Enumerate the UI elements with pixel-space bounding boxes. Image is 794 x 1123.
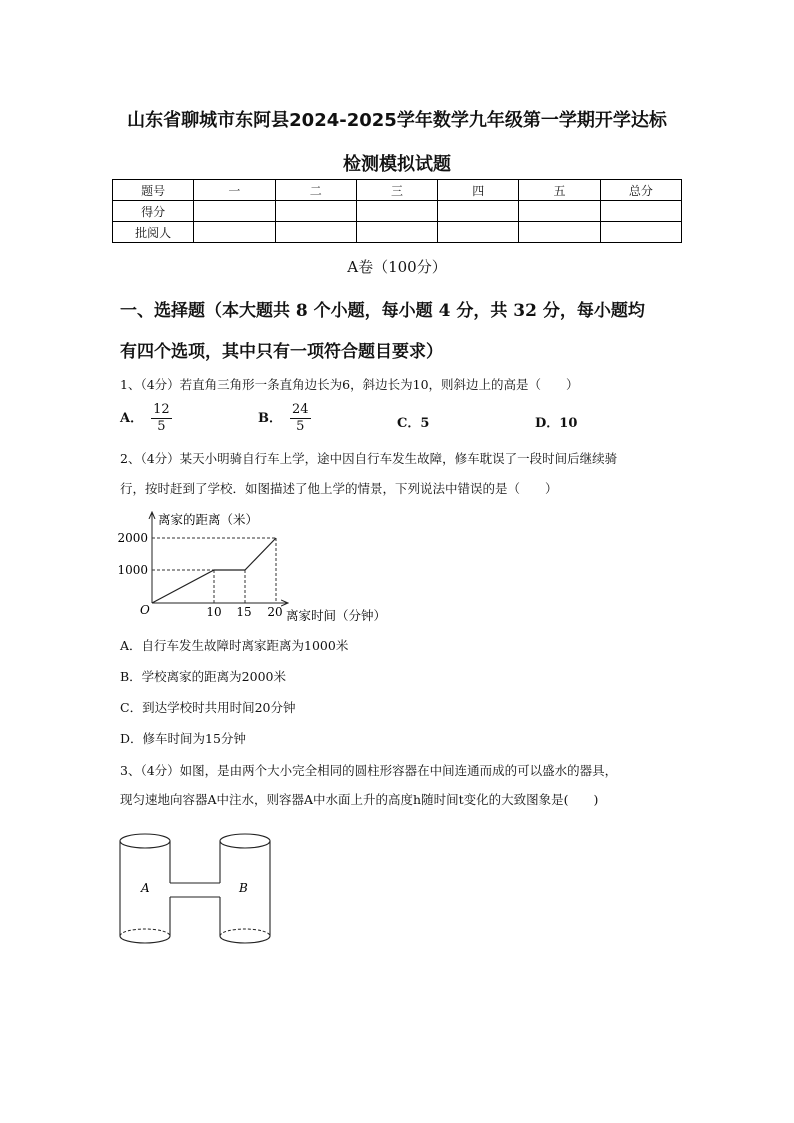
fraction [290,402,311,435]
table-header-cell: 题号 [113,180,194,201]
y-tick-label: 1000 [117,563,148,577]
connected-containers-figure [115,828,275,953]
x-tick-label: 20 [267,605,283,619]
q1-option-b[interactable] [258,402,311,435]
question-2-stem-line-1: 2、（4分）某天小明骑自行车上学，途中因自行车发生故障，修车耽误了一段时间后继续骑 [120,451,618,466]
score-cell[interactable] [519,222,600,243]
x-axis-label: 离家时间（分钟） [286,608,387,623]
table-header-cell: 四 [438,180,519,201]
fraction-denominator: 5 [296,419,305,434]
y-axis-label: 离家的距离（米） [158,512,259,527]
fraction-denominator: 5 [157,419,166,434]
container-a-bottom-front [120,936,170,943]
score-cell[interactable] [519,201,600,222]
q2-option-d[interactable]: D．修车时间为15分钟 [120,731,246,746]
table-header-cell: 一 [194,180,275,201]
distance-line [152,538,276,603]
row-label: 得分 [113,201,194,222]
container-a-bottom-back [120,929,170,936]
score-cell[interactable] [356,201,437,222]
score-cell[interactable] [600,222,681,243]
score-cell[interactable] [356,222,437,243]
option-label: A． [120,411,144,426]
y-tick-label: 2000 [117,531,148,545]
score-cell[interactable] [600,201,681,222]
container-b-label: B [239,881,248,895]
container-b-bottom-back [220,929,270,936]
container-b-bottom-front [220,936,270,943]
table-header-cell: 三 [356,180,437,201]
score-table [112,179,682,243]
x-tick-label: 15 [236,605,252,619]
q2-option-a[interactable]: A．自行车发生故障时离家距离为1000米 [120,638,349,653]
container-a-top [120,834,170,848]
option-label: B． [258,411,282,426]
distance-time-graph [118,508,408,628]
question-2-stem-line-2: 行，按时赶到了学校．如图描述了他上学的情景，下列说法中错误的是（ ） [120,481,558,496]
container-a-label: A [141,881,150,895]
score-cell[interactable] [194,201,275,222]
score-cell[interactable] [275,222,356,243]
score-table-header [113,180,682,201]
q2-option-c[interactable]: C．到达学校时共用时间20分钟 [120,700,296,715]
table-row [113,222,682,243]
fraction-numerator: 12 [153,402,170,417]
table-header-cell: 总分 [600,180,681,201]
score-cell[interactable] [438,222,519,243]
q2-option-b[interactable]: B．学校离家的距离为2000米 [120,669,286,684]
q1-option-d[interactable]: D．10 [535,416,578,431]
score-cell[interactable] [438,201,519,222]
x-tick-label: 10 [206,605,222,619]
table-row [113,201,682,222]
paper-label: A卷（100分） [347,258,447,276]
q1-option-c[interactable]: C．5 [397,416,430,431]
question-3-stem-line-1: 3、（4分）如图，是由两个大小完全相同的圆柱形容器在中间连通而成的可以盛水的器具， [120,763,618,778]
table-header-cell: 五 [519,180,600,201]
question-3-stem-line-2: 现匀速地向容器A中注水，则容器A中水面上升的高度h随时间t变化的大致图象是( ) [120,792,599,807]
table-header-cell: 二 [275,180,356,201]
title-line-1: 山东省聊城市东阿县2024-2025学年数学九年级第一学期开学达标 [127,110,667,131]
score-cell[interactable] [194,222,275,243]
origin-label: O [140,603,150,617]
fraction [151,402,172,435]
score-cell[interactable] [275,201,356,222]
section-heading-line-2: 有四个选项，其中只有一项符合题目要求） [120,342,443,362]
container-b-top [220,834,270,848]
section-heading-line-1: 一、选择题（本大题共 8 个小题，每小题 4 分，共 32 分，每小题均 [120,301,645,321]
question-1-stem: 1、（4分）若直角三角形一条直角边长为6，斜边长为10，则斜边上的高是（ ） [120,377,579,392]
row-label: 批阅人 [113,222,194,243]
title-line-2: 检测模拟试题 [343,154,451,175]
fraction-numerator: 24 [292,402,309,417]
q1-option-a[interactable] [120,402,172,435]
